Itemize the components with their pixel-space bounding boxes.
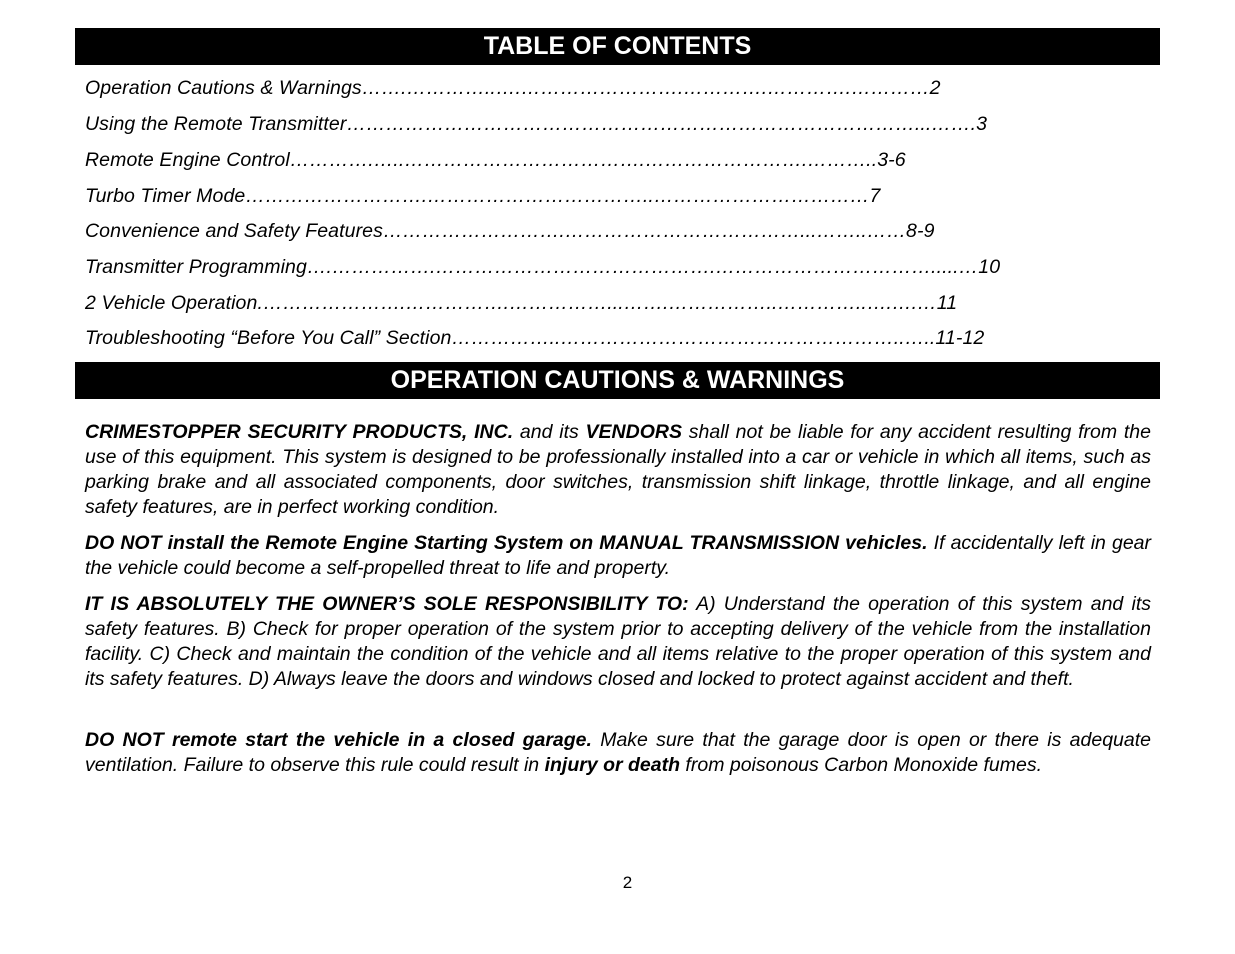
toc-entry-operation-cautions: Operation Cautions & Warnings…….…………..….…………………….………….………….…………2	[85, 77, 941, 99]
toc-entry-remote-transmitter: Using the Remote Transmitter……………………………………………………………………………...…….3	[85, 113, 988, 135]
warnings-title: OPERATION CAUTIONS & WARNINGS	[75, 362, 1160, 399]
toc-entry-troubleshooting: Troubleshooting “Before You Call” Section……………..……………………………………………..…..11-12	[85, 327, 985, 349]
company-name: CRIMESTOPPER SECURITY PRODUCTS, INC.	[85, 421, 514, 443]
toc-entry-convenience-safety: Convenience and Safety Features……………………….………………………………...……..……8-9	[85, 220, 935, 242]
warning-paragraph-liability: CRIMESTOPPER SECURITY PRODUCTS, INC. and its VENDORS shall not be liable for any accident resulting from the use of this equipment. This system is designed to be professionally installed into a car or vehicle in which all items, such as parking brake and all associated components, door switches, transmission shift linkage, throttle linkage, and all engine safety features, are in perfect working condition.	[85, 421, 1151, 518]
toc-entry-remote-engine-control: Remote Engine Control………….…..……………………………….…………………….………..3-6	[85, 149, 906, 171]
toc-entry-2-vehicle-operation: 2 Vehicle Operation.………………….…………….……………...…….……………..…………..….….…11	[85, 292, 958, 314]
toc-title: TABLE OF CONTENTS	[75, 28, 1160, 65]
toc-entry-transmitter-programming: Transmitter Programming….…………….…………………………………….…………………………….....…10	[85, 256, 1001, 278]
toc-entry-turbo-timer: Turbo Timer Mode……………………….……………………………..……………………………7	[85, 185, 881, 207]
page-number: 2	[622, 873, 633, 892]
warning-paragraph-closed-garage: DO NOT remote start the vehicle in a closed garage. Make sure that the garage door is open or there is adequate ventilation. Failure to observe this rule could result in injury or death from poisonous Carbon Monoxide fumes.	[85, 729, 1151, 776]
warning-paragraph-owner-responsibility: IT IS ABSOLUTELY THE OWNER’S SOLE RESPONSIBILITY TO: A) Understand the operation of this system and its safety features. B) Check for proper operation of the system prior to accepting delivery of the vehicle from the installation facility. C) Check and maintain the condition of the vehicle and all items relative to the proper operation of this system and its safety features. D) Always leave the doors and windows closed and locked to protect against accident and theft.	[85, 593, 1151, 690]
vendors-label: VENDORS	[585, 421, 682, 443]
warning-paragraph-manual-transmission: DO NOT install the Remote Engine Starting System on MANUAL TRANSMISSION vehicles. If accidentally left in gear the vehicle could become a self-propelled threat to life and property.	[85, 532, 1151, 579]
